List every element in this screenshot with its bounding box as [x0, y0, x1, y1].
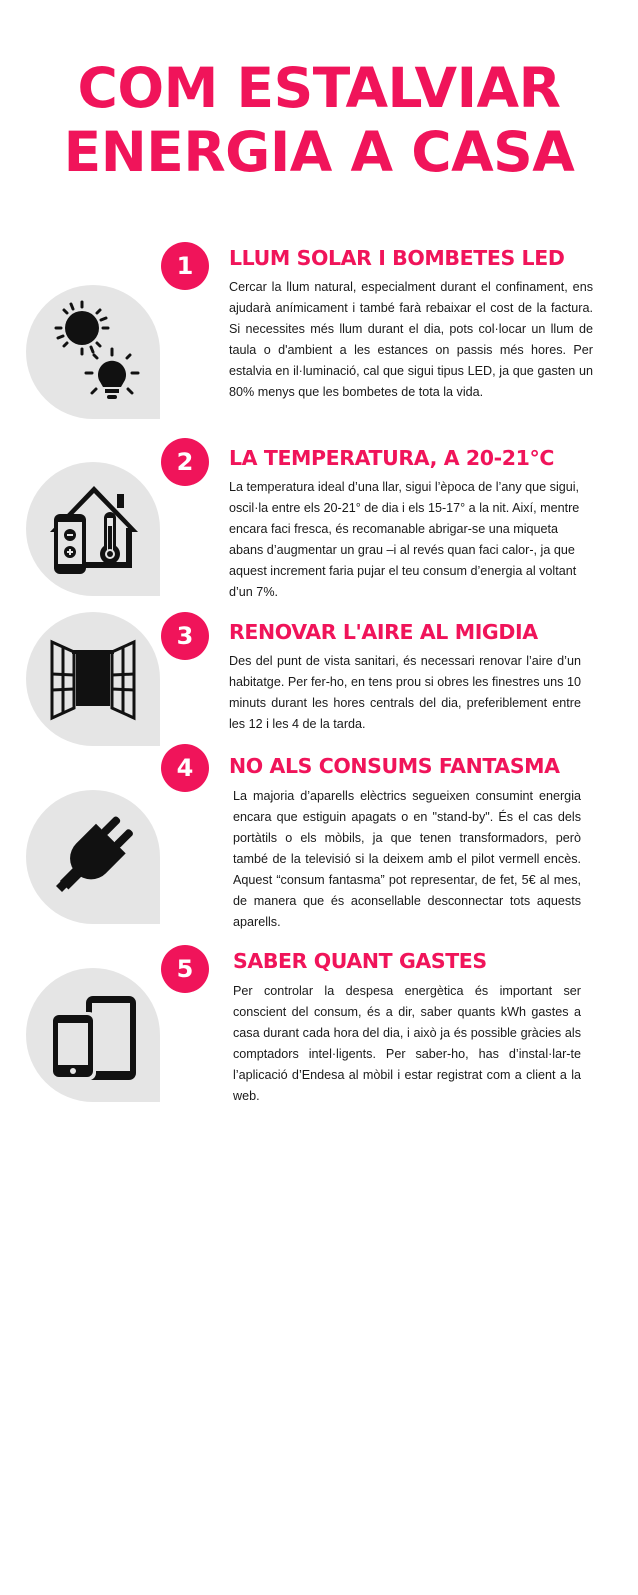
section-5-number-badge: 5	[161, 945, 209, 993]
section-1-text: Cercar la llum natural, especialment durant el confinament, ens ajudarà anímicament i també farà rebaixar el cost de la factura. Si necessites més llum durant el dia, pots col·locar un llum de taula o d'ambient a les estances on passis més hores. Per estalvia en il·luminació, cal que sigui tipus LED, ja que gasten un 80% menys que les bombetes de tota la vida.	[229, 280, 593, 399]
section-2-icon-tile	[26, 462, 160, 596]
section-4-text: La majoria d’aparells elèctrics segueixen consumint energia encara que estiguin apagats o en "stand-by". És el cas dels portàtils o els mòbils, ja que tenen transformadors, però també de la televisió si la deixem amb el pilot vermell encès. Aquest “consum fantasma” pot representar, de fet, 5€ al mes, de manera que és aconsellable desconnectar tots aquests aparells.	[233, 789, 581, 929]
section-3-heading: RENOVAR L'AIRE AL MIGDIA	[229, 620, 538, 644]
section-1-heading: LLUM SOLAR I BOMBETES LED	[229, 246, 565, 270]
section-4-number-badge: 4	[161, 744, 209, 792]
section-5-icon-tile	[26, 968, 160, 1102]
section-1-number-badge: 1	[161, 242, 209, 290]
phone-and-tablet-icon	[26, 968, 160, 1102]
section-5-heading: SABER QUANT GASTES	[233, 949, 487, 973]
section-3-number-badge: 3	[161, 612, 209, 660]
section-5-text: Per controlar la despesa energètica és important ser conscient del consum, és a dir, saber quants kWh gastes a casa durant cada hora del dia, i això ja és possible gràcies als comptadors intel·ligents. Per saber-ho, has d’instal·lar-te l’aplicació d’Endesa al mòbil i estar registrat com a client a la web.	[233, 984, 581, 1103]
section-2-text: La temperatura ideal d’una llar, sigui l’època de l’any que sigui, oscil·la entre els 20-21° de dia i els 15-17° a la nit. Així, mentre encara faci fresca, és recomanable abrigar-se una miqueta abans d’augmentar un grau –i al revés quan faci calor-, ja que aquest increment faria pujar el teu consum d’energia al voltant d’un 7%.	[229, 480, 580, 599]
title-line-2: ENERGIA A CASA	[63, 120, 575, 184]
power-plug-icon	[26, 790, 160, 924]
smart-home-thermostat-icon	[26, 462, 160, 596]
section-4-heading: NO ALS CONSUMS FANTASMA	[229, 754, 560, 778]
open-window-icon	[26, 612, 160, 746]
section-2-heading: LA TEMPERATURA, A 20-21°C	[229, 446, 554, 470]
title-line-1: COM ESTALVIAR	[77, 56, 561, 120]
page-title	[0, 56, 638, 184]
section-3-icon-tile	[26, 612, 160, 746]
section-4-icon-tile	[26, 790, 160, 924]
section-2-number-badge: 2	[161, 438, 209, 486]
sun-and-lightbulb-icon	[26, 285, 160, 419]
section-1-icon-tile	[26, 285, 160, 419]
section-3-text: Des del punt de vista sanitari, és necessari renovar l’aire d’un habitatge. Per fer-ho, en tens prou si obres les finestres uns 10 minuts durant les hores centrals del dia, preferiblement entre les 12 i les 4 de la tarda.	[229, 654, 581, 731]
